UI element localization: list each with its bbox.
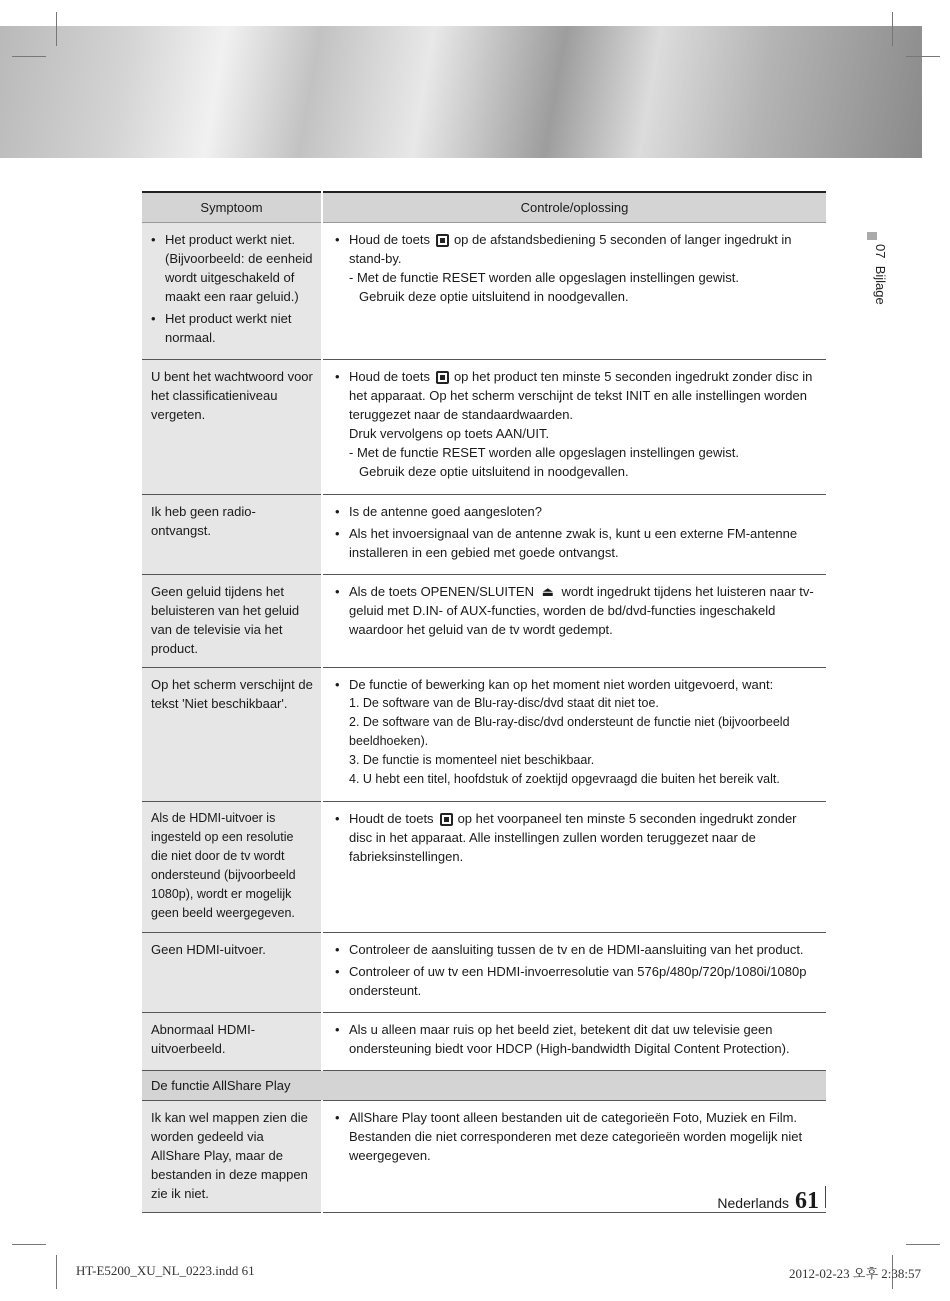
solution-cell	[322, 223, 826, 360]
footer-language: Nederlands	[717, 1195, 789, 1211]
stop-button-icon	[440, 813, 453, 826]
solution-item: • Als het invoersignaal van de antenne zwak is, kunt u een externe FM-antenne installeren in een gebied met goede ontvangst.	[335, 524, 818, 562]
symptom-cell	[142, 223, 322, 360]
symptom-cell: Als de HDMI-uitvoer is ingesteld op een resolutie die niet door de tv wordt ondersteund (bijvoorbeeld 1080p), wordt er mogelijk geen beeld weergegeven.	[142, 802, 322, 933]
solution-text: op de afstandsbediening 5 seconden of langer ingedrukt in stand-by.	[349, 232, 792, 266]
solution-cell	[322, 802, 826, 933]
troubleshooting-table-wrap	[142, 191, 826, 1213]
solution-text: AllShare Play toont alleen bestanden uit de categorieën Foto, Muziek en Film.	[349, 1110, 798, 1125]
page-footer	[717, 1186, 826, 1215]
chapter-label	[873, 244, 888, 305]
solution-item: • Is de antenne goed aangesloten?	[335, 502, 818, 521]
solution-instruction: Druk vervolgens op toets AAN/UIT.	[349, 426, 550, 441]
solution-cell	[322, 668, 826, 802]
solution-item: • Als u alleen maar ruis op het beeld ziet, betekent dit dat uw televisie geen ondersteuning biedt voor HDCP (High-bandwidth Digital Content Protection).	[335, 1020, 818, 1058]
symptom-cell: Abnormaal HDMI-uitvoerbeeld.	[142, 1013, 322, 1071]
solution-text: Bestanden die niet corresponderen met deze categorieën worden mogelijk niet weergegeven.	[349, 1129, 803, 1163]
solution-cell	[322, 495, 826, 575]
crop-mark	[56, 1255, 57, 1289]
table-row	[142, 223, 826, 360]
solution-cell	[322, 933, 826, 1013]
symptom-cell: Ik kan wel mappen zien die worden gedeeld via AllShare Play, maar de bestanden in deze mappen zie ik niet.	[142, 1101, 322, 1213]
reason-item: 2. De software van de Blu-ray-disc/dvd ondersteunt de functie niet (bijvoorbeeld beeldhoeken).	[349, 715, 790, 748]
chapter-marker	[867, 232, 877, 240]
solution-note: Gebruik deze optie uitsluitend in noodgevallen.	[359, 464, 629, 479]
slug-file: HT-E5200_XU_NL_0223.indd 61	[76, 1263, 255, 1278]
crop-mark	[12, 1244, 46, 1245]
solution-cell	[322, 360, 826, 495]
power-key-label: AAN/UIT	[495, 426, 546, 441]
table-row	[142, 933, 826, 1013]
reason-item: 4. U hebt een titel, hoofdstuk of zoektijd opgevraagd die buiten het bereik valt.	[349, 772, 780, 786]
solution-header: Controle/oplossing	[322, 192, 826, 223]
solution-text: op het voorpaneel ten minste 5 seconden ingedrukt zonder disc in het apparaat. Alle instellingen zullen worden teruggezet naar de fabrieksinstellingen.	[349, 811, 797, 864]
slug-date: 2012-02-23 오후 2:38:57	[789, 1266, 921, 1281]
table-header-row	[142, 192, 826, 223]
solution-note: Gebruik deze optie uitsluitend in noodgevallen.	[359, 289, 629, 304]
crop-mark	[892, 12, 893, 46]
reason-item: 1. De software van de Blu-ray-disc/dvd staat dit niet toe.	[349, 696, 659, 710]
symptom-header: Symptoom	[142, 192, 322, 223]
solution-note: - Met de functie RESET worden alle opgeslagen instellingen gewist.	[349, 445, 739, 460]
symptom-item: • Het product werkt niet normaal.	[151, 309, 313, 347]
page-number: 61	[795, 1188, 819, 1214]
section-row	[142, 1071, 826, 1101]
solution-text: Houd de toets	[349, 369, 430, 384]
solution-text: en alle instellingen worden teruggezet naar de standaardwaarden.	[349, 388, 807, 422]
symptom-cell: Geen HDMI-uitvoer.	[142, 933, 322, 1013]
table-row	[142, 360, 826, 495]
section-title: De functie AllShare Play	[142, 1071, 826, 1101]
eject-icon: ⏏	[541, 584, 554, 599]
solution-text: Als de toets	[349, 584, 417, 599]
crop-mark	[906, 56, 940, 57]
solution-item	[335, 675, 818, 789]
header-band	[0, 26, 922, 158]
reason-item: 3. De functie is momenteel niet beschikbaar.	[349, 753, 595, 767]
solution-text: Druk vervolgens op toets	[349, 426, 493, 441]
symptom-cell: Ik heb geen radio-ontvangst.	[142, 495, 322, 575]
symptom-item: • Het product werkt niet. (Bijvoorbeeld: de eenheid wordt uitgeschakeld of maakt een raar geluid.)	[151, 230, 313, 306]
solution-text: op het product ten minste 5 seconden ingedrukt zonder disc in het apparaat. Op het scherm verschijnt de tekst	[349, 369, 813, 403]
crop-mark	[906, 1244, 940, 1245]
footer-divider	[825, 1186, 826, 1208]
open-close-key-label: OPENEN/SLUITEN	[420, 584, 534, 599]
symptom-cell: U bent het wachtwoord voor het classificatieniveau vergeten.	[142, 360, 322, 495]
stop-button-icon	[436, 371, 449, 384]
table-row	[142, 668, 826, 802]
solution-item: • Controleer de aansluiting tussen de tv en de HDMI-aansluiting van het product.	[335, 940, 818, 959]
crop-mark	[56, 12, 57, 46]
table-row	[142, 575, 826, 668]
chapter-number: 07	[873, 244, 888, 259]
solution-item	[335, 1108, 818, 1165]
table-row	[142, 802, 826, 933]
chapter-title: Bijlage	[873, 265, 888, 305]
solution-text: wordt ingedrukt tijdens het luisteren naar tv-geluid met D.IN- of AUX-functies, worden de bd/dvd-functies ingeschakeld waardoor het geluid van de tv wordt gedempt.	[349, 584, 814, 637]
solution-text: De functie of bewerking kan op het moment niet worden uitgevoerd, want:	[349, 677, 774, 692]
stop-button-icon	[436, 234, 449, 247]
solution-cell	[322, 1013, 826, 1071]
table-row	[142, 495, 826, 575]
solution-text: Houdt de toets	[349, 811, 434, 826]
solution-cell	[322, 575, 826, 668]
symptom-cell: Geen geluid tijdens het beluisteren van het geluid van de televisie via het product.	[142, 575, 322, 668]
solution-item	[335, 809, 818, 866]
table-row	[142, 1013, 826, 1071]
solution-text: Houd de toets	[349, 232, 430, 247]
solution-item	[335, 230, 818, 306]
troubleshooting-table	[142, 191, 826, 1213]
solution-note: - Met de functie RESET worden alle opgeslagen instellingen gewist.	[349, 270, 739, 285]
crop-mark	[12, 56, 46, 57]
symptom-cell: Op het scherm verschijnt de tekst 'Niet beschikbaar'.	[142, 668, 322, 802]
chapter-sidebar	[864, 232, 894, 342]
solution-item	[335, 367, 818, 481]
solution-item	[335, 582, 818, 639]
solution-item: • Controleer of uw tv een HDMI-invoerresolutie van 576p/480p/720p/1080i/1080p ondersteunt.	[335, 962, 818, 1000]
init-text: INIT	[625, 388, 651, 403]
